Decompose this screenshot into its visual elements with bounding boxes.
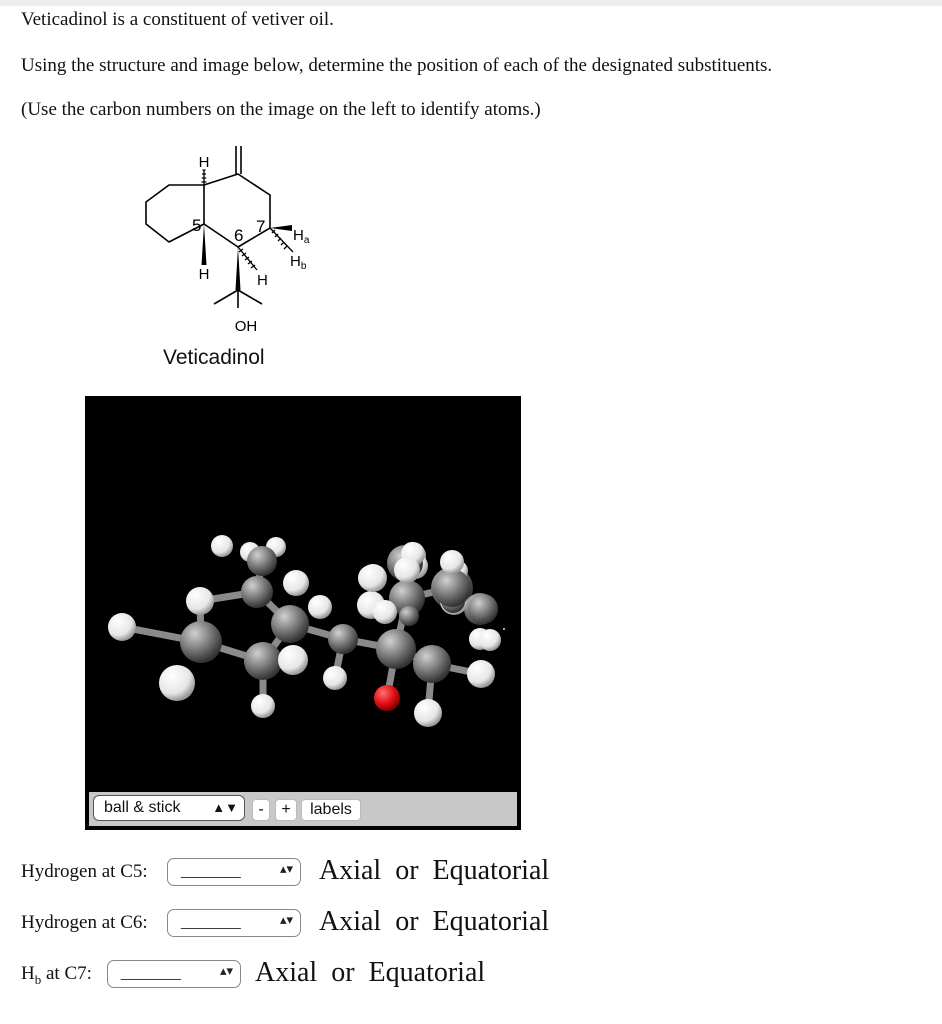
answer-select-c5[interactable] [167, 858, 301, 886]
carbon-atom [328, 624, 358, 654]
carbon-atom [241, 576, 273, 608]
hydrogen-atom [479, 629, 501, 651]
carbon-atom [468, 594, 498, 624]
answer-select-c6[interactable] [167, 909, 301, 937]
label-c6: 6 [234, 226, 244, 245]
methyl-bond-right [238, 290, 262, 304]
intro-text: Veticadinol is a constituent of vetiver oil. [21, 9, 334, 30]
choice-or: or [331, 957, 355, 988]
hydrogen-atom [394, 557, 420, 583]
hash-bond-c5-top [202, 170, 207, 185]
carbon-atom [271, 605, 309, 643]
choice-axial: Axial [319, 906, 382, 937]
choices-c6 [319, 906, 549, 938]
choices-c5 [319, 855, 549, 887]
molecule-viewer[interactable] [85, 396, 521, 830]
hydrogen-atom [108, 613, 136, 641]
hydrogen-atom [283, 570, 309, 596]
label-c5: 5 [192, 216, 202, 235]
hash-bond-c6-h [238, 247, 257, 270]
zoom-in-button[interactable]: + [275, 799, 297, 821]
select-arrows-icon: ▴▾ [219, 964, 233, 979]
label-ha: $H_a$ [293, 227, 310, 246]
render-style-value: ball & stick [104, 799, 181, 816]
question-label-c7: $H_b$ at C7: [21, 963, 92, 987]
carbon-atom [433, 569, 471, 607]
top-border [0, 0, 942, 6]
hydrogen-atom [414, 699, 442, 727]
choice-or: or [395, 855, 419, 886]
instruction-text: Using the structure and image below, determine the position of each of the designated substituents. [21, 55, 773, 76]
carbon-atom [180, 621, 222, 663]
choice-or: or [395, 906, 419, 937]
carbon-atom [413, 645, 451, 683]
choice-equatorial: Equatorial [432, 906, 550, 937]
hydrogen-atom [440, 550, 464, 574]
hydrogen-atom [467, 660, 495, 688]
label-hb: $H_b$ [290, 253, 307, 272]
answer-select-c7[interactable] [107, 960, 241, 988]
label-h-top: H [198, 154, 210, 171]
veticadinol-structure [120, 140, 350, 345]
wedge-bond-c5-bottom [202, 224, 207, 265]
select-arrows-icon: ▴▾ [279, 913, 293, 928]
question-label-c6: Hydrogen at C6: [21, 912, 148, 933]
molecule-3d-model[interactable] [85, 396, 521, 792]
methyl-bond-left [214, 290, 238, 304]
note-text: (Use the carbon numbers on the image on the left to identify atoms.) [21, 99, 541, 120]
select-arrows-icon: ▴▾ [279, 862, 293, 877]
carbon-atom [376, 629, 416, 669]
answer-select-value: ________ [181, 862, 240, 879]
label-h-bottom: H [198, 266, 210, 283]
answer-select-value: ________ [181, 913, 240, 930]
hydrogen-atom [159, 665, 195, 701]
question-label-c5: Hydrogen at C5: [21, 861, 148, 882]
zoom-out-button[interactable]: - [252, 799, 270, 821]
render-style-select[interactable] [93, 795, 245, 821]
hydrogen-atom [211, 535, 233, 557]
hydrogen-atom [323, 666, 347, 690]
carbon-atom [244, 642, 282, 680]
label-oh: OH [234, 318, 258, 335]
hydrogen-atom [503, 628, 505, 630]
wedge-bond-ha [270, 225, 292, 231]
hydrogen-atom [359, 564, 387, 592]
hydrogen-atom [278, 645, 308, 675]
oxygen-atom [374, 685, 400, 711]
label-h-right: H [257, 272, 268, 289]
hydrogen-atom [251, 694, 275, 718]
choices-c7 [255, 957, 485, 989]
answer-select-value: ________ [121, 964, 180, 981]
choice-equatorial: Equatorial [432, 855, 550, 886]
carbon-atom [247, 546, 277, 576]
compound-name: Veticadinol [163, 346, 265, 369]
carbon-atom [399, 606, 419, 626]
viewer-controls [89, 792, 517, 826]
labels-button[interactable]: labels [301, 799, 361, 821]
choice-axial: Axial [319, 855, 382, 886]
hash-bond-hb [270, 228, 293, 252]
hydrogen-atom [308, 595, 332, 619]
hydrogen-atom [186, 587, 214, 615]
label-c7: 7 [256, 217, 266, 236]
hydrogen-atom [373, 600, 397, 624]
choice-axial: Axial [255, 957, 318, 988]
choice-equatorial: Equatorial [368, 957, 486, 988]
select-arrows-icon: ▲▼ [212, 800, 238, 815]
wedge-bond-c6 [236, 247, 241, 290]
